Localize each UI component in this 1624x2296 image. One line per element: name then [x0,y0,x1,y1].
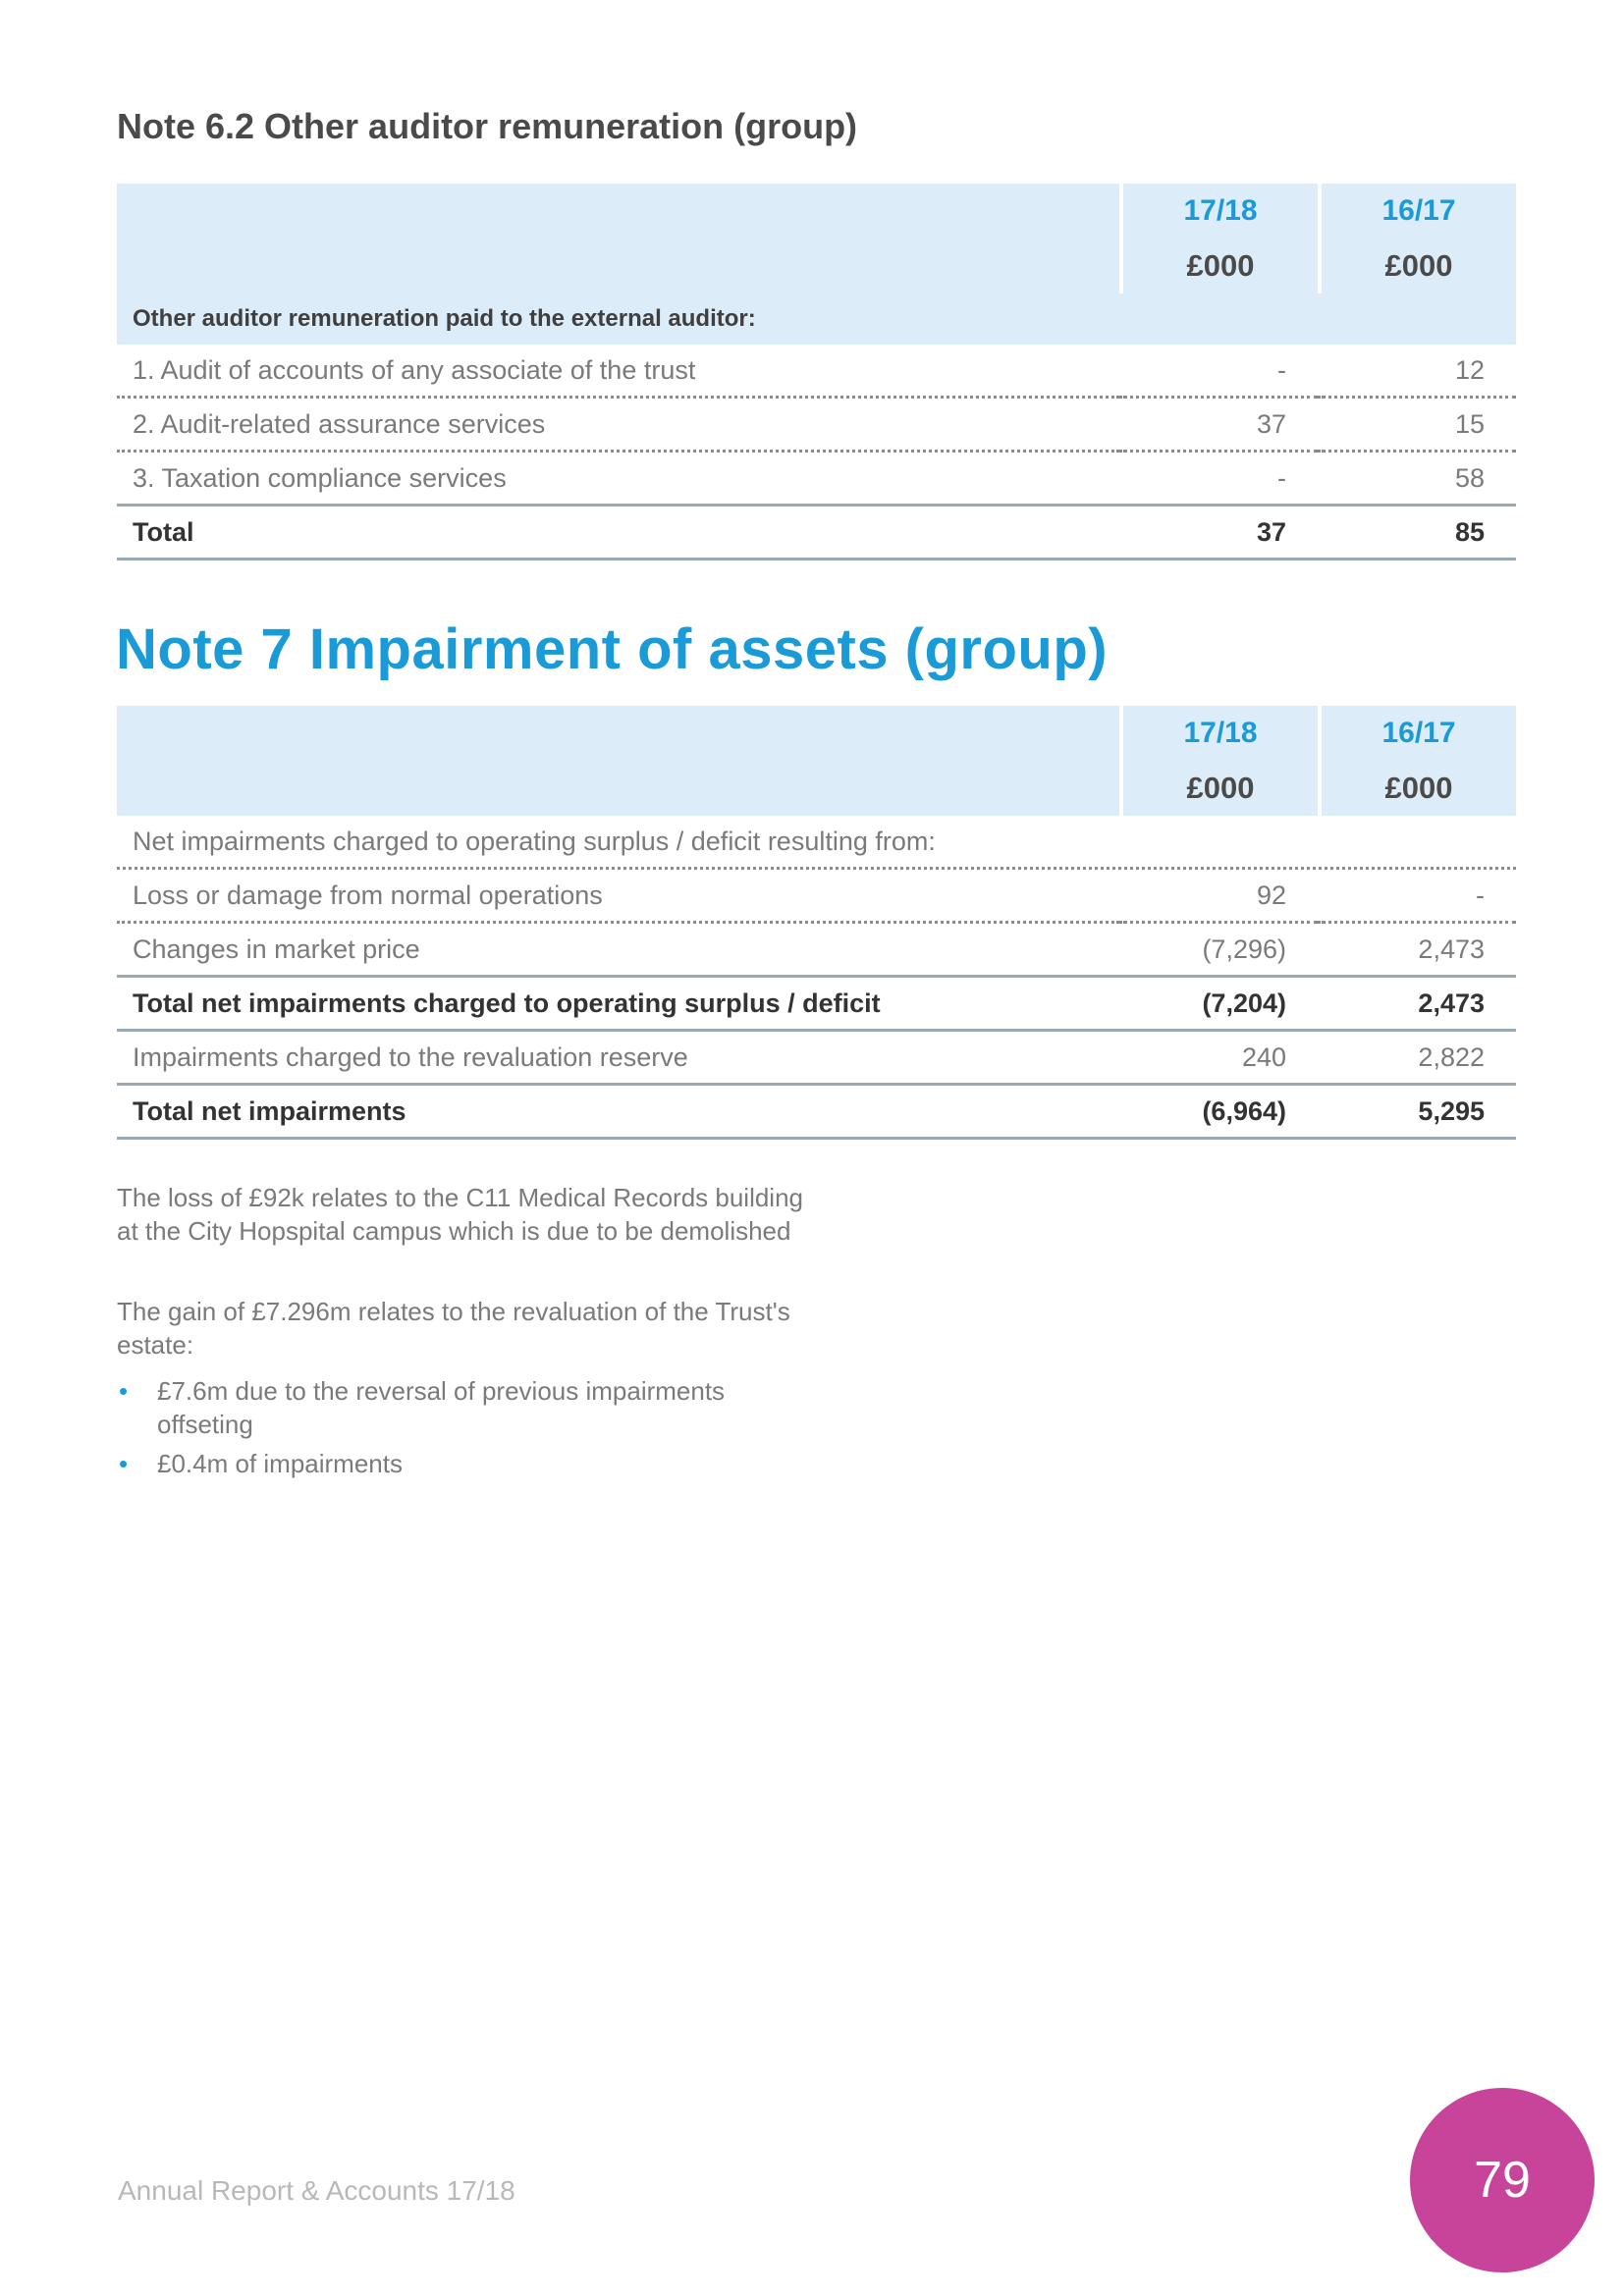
total-value-1718: 37 [1123,507,1318,561]
row-value-1718: 92 [1123,870,1318,924]
row-value-1718: - [1123,453,1318,507]
header-year-1718: 17/18 [1123,184,1318,239]
row-value-1617: - [1322,870,1516,924]
row-value-1718: 240 [1123,1032,1318,1086]
list-item [117,1374,824,1441]
header-currency-1617: £000 [1322,239,1516,294]
header-year-1718: 17/18 [1123,706,1318,761]
table-row [117,924,1516,978]
total-label: Total net impairments [117,1086,1119,1140]
subtotal-row [117,978,1516,1032]
row-value-1617: 15 [1322,399,1516,453]
row-value-1718: (7,296) [1123,924,1318,978]
row-value-1617: 58 [1322,453,1516,507]
intro-row [117,816,1516,870]
note-7-title: Note 7 Impairment of assets (group) [116,617,1109,681]
row-label: Changes in market price [117,924,1119,978]
impairment-table [117,706,1516,1140]
total-value-1718: (6,964) [1123,1086,1318,1140]
header-currency-1718: £000 [1123,239,1318,294]
total-row [117,1086,1516,1140]
list-item [117,1447,824,1480]
row-label: Impairments charged to the revaluation reserve [117,1032,1119,1086]
header-year-1617: 16/17 [1322,706,1516,761]
page-number: 79 [1474,2152,1531,2209]
table-row [117,399,1516,453]
row-value-1718: - [1123,345,1318,399]
list-item-text: £0.4m of impairments [157,1449,403,1478]
row-value-1617: 12 [1322,345,1516,399]
list-item-text: £7.6m due to the reversal of previous impairments offseting [157,1376,726,1439]
section-label: Other auditor remuneration paid to the external auditor: [117,294,1516,345]
table-header-currency [117,239,1516,294]
table-header-years [117,706,1516,761]
total-row [117,507,1516,561]
row-label: 1. Audit of accounts of any associate of the trust [117,345,1119,399]
total-label: Total [117,507,1119,561]
subtotal-value-1617: 2,473 [1322,978,1516,1032]
total-value-1617: 5,295 [1322,1086,1516,1140]
header-year-1617: 16/17 [1322,184,1516,239]
subtotal-value-1718: (7,204) [1123,978,1318,1032]
section-row [117,294,1516,345]
row-label: 3. Taxation compliance services [117,453,1119,507]
loss-explanation: The loss of £92k relates to the C11 Medical Records building at the City Hopspital campus which is due to be demolished [117,1183,804,1246]
row-label: 2. Audit-related assurance services [117,399,1119,453]
bullet-icon: • [119,1449,129,1478]
table-row [117,870,1516,924]
total-value-1617: 85 [1322,507,1516,561]
footer-text: Annual Report & Accounts 17/18 [118,2175,515,2206]
note-6-2-title: Note 6.2 Other auditor remuneration (group) [117,106,858,146]
header-currency-1617: £000 [1322,761,1516,816]
row-label: Loss or damage from normal operations [117,870,1119,924]
row-value-1718: 37 [1123,399,1318,453]
row-value-1617: 2,822 [1322,1032,1516,1086]
gain-explanation: The gain of £7.296m relates to the revaluation of the Trust's estate: [117,1297,790,1360]
subtotal-label: Total net impairments charged to operating surplus / deficit [117,978,1119,1032]
auditor-remuneration-table [117,184,1516,561]
page-number-badge [1410,2088,1595,2272]
table-header-currency [117,761,1516,816]
table-row [117,453,1516,507]
bullet-icon: • [119,1376,129,1406]
table-row [117,1032,1516,1086]
header-currency-1718: £000 [1123,761,1318,816]
intro-label: Net impairments charged to operating surplus / deficit resulting from: [117,816,1516,870]
table-header-years [117,184,1516,239]
row-value-1617: 2,473 [1322,924,1516,978]
table-row [117,345,1516,399]
gain-breakdown-list [117,1374,824,1486]
